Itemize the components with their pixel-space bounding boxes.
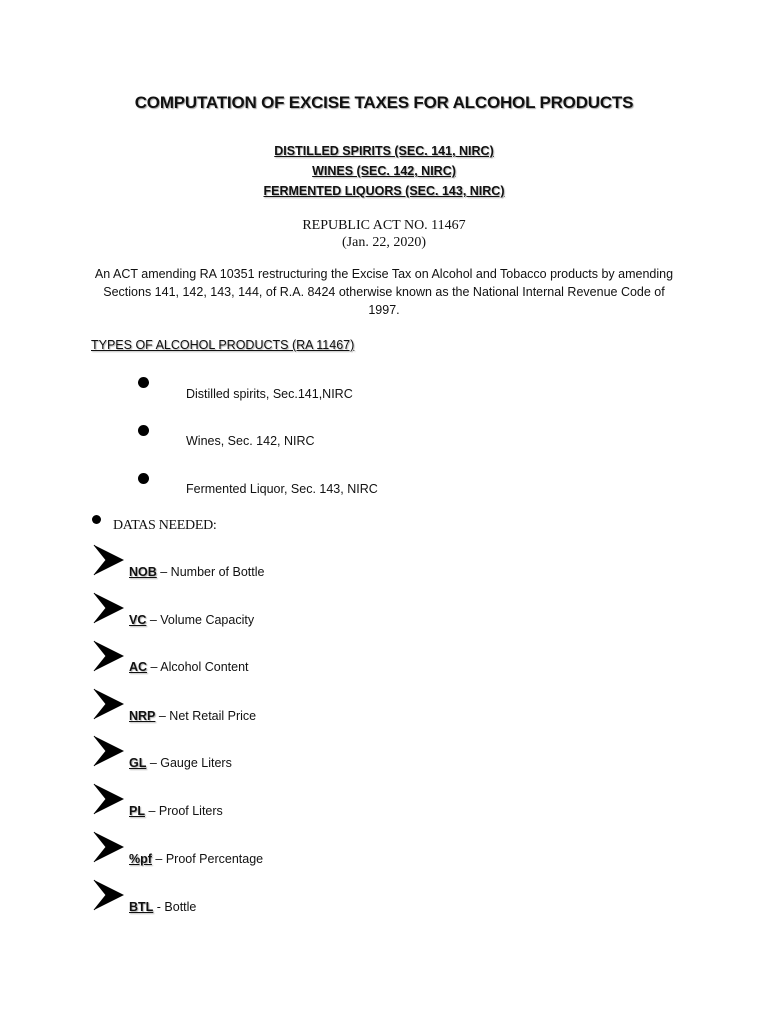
definition-desc: – Net Retail Price bbox=[155, 709, 257, 723]
document-title: COMPUTATION OF EXCISE TAXES FOR ALCOHOL PRODUCTS bbox=[134, 93, 634, 112]
definition-desc: – Number of Bottle bbox=[156, 565, 265, 579]
definition-desc: – Volume Capacity bbox=[146, 613, 255, 627]
definition-desc: – Proof Liters bbox=[144, 804, 223, 818]
arrow-bullet-icon bbox=[92, 782, 126, 816]
definition-text bbox=[129, 756, 232, 770]
definition-desc: – Gauge Liters bbox=[146, 756, 232, 770]
bullet-icon bbox=[138, 425, 149, 436]
types-heading: TYPES OF ALCOHOL PRODUCTS (RA 11467) bbox=[91, 338, 355, 352]
datas-needed-label: DATAS NEEDED: bbox=[113, 518, 217, 533]
republic-act-number: REPUBLIC ACT NO. 11467 bbox=[302, 218, 466, 233]
definition-abbr: PL bbox=[129, 804, 145, 818]
definition-abbr: BTL bbox=[129, 900, 154, 914]
definition-desc: – Proof Percentage bbox=[151, 852, 264, 866]
bullet-icon bbox=[92, 515, 101, 524]
subheading-wines: WINES (SEC. 142, NIRC) bbox=[312, 164, 456, 178]
subheading-fermented-liquors: FERMENTED LIQUORS (SEC. 143, NIRC) bbox=[263, 184, 505, 198]
definition-abbr: AC bbox=[129, 660, 148, 674]
definition-text bbox=[129, 565, 264, 579]
intro-paragraph: An ACT amending RA 10351 restructuring the Excise Tax on Alcohol and Tobacco products by amending Sections 141, 142, 143, 144, of R.A. 8424 otherwise known as the National Internal Revenue Code of 1997. bbox=[94, 267, 674, 317]
definition-text bbox=[129, 660, 249, 674]
type-item-label: Fermented Liquor, Sec. 143, NIRC bbox=[186, 482, 378, 496]
bullet-icon bbox=[138, 473, 149, 484]
arrow-bullet-icon bbox=[92, 878, 126, 912]
subheading-distilled-spirits: DISTILLED SPIRITS (SEC. 141, NIRC) bbox=[274, 144, 494, 158]
arrow-bullet-icon bbox=[92, 591, 126, 625]
definition-text bbox=[129, 852, 263, 866]
definition-text bbox=[129, 900, 196, 914]
definition-text bbox=[129, 613, 254, 627]
definition-abbr: GL bbox=[129, 756, 147, 770]
arrow-bullet-icon bbox=[92, 639, 126, 673]
arrow-bullet-icon bbox=[92, 734, 126, 768]
bullet-icon bbox=[138, 377, 149, 388]
definition-abbr: NRP bbox=[129, 709, 156, 723]
definition-abbr: %pf bbox=[129, 852, 152, 866]
definition-text bbox=[129, 709, 256, 723]
arrow-bullet-icon bbox=[92, 830, 126, 864]
definition-text bbox=[129, 804, 223, 818]
arrow-bullet-icon bbox=[92, 543, 126, 577]
definition-desc: – Alcohol Content bbox=[147, 660, 249, 674]
definition-abbr: NOB bbox=[129, 565, 157, 579]
definition-desc: - Bottle bbox=[153, 900, 197, 914]
type-item-label: Distilled spirits, Sec.141,NIRC bbox=[186, 387, 353, 401]
republic-act-date: (Jan. 22, 2020) bbox=[342, 235, 426, 250]
type-item-label: Wines, Sec. 142, NIRC bbox=[186, 434, 315, 448]
definition-abbr: VC bbox=[129, 613, 147, 627]
arrow-bullet-icon bbox=[92, 687, 126, 721]
